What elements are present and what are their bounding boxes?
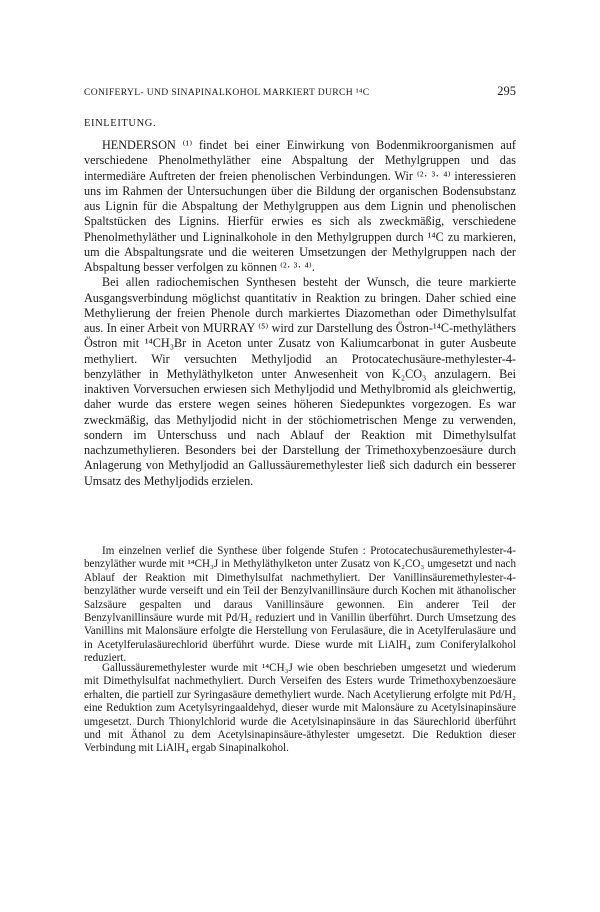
paragraph-synthesis-steps: Im einzelnen verlief die Synthese über folgende Stufen : Protocatechusäuremethylester-4-benzyläther wurde mit ¹⁴CH₃J in Methyläthylketon unter Zusatz von K₂CO₃ umgesetzt und nach Ablauf der Reaktion mit Dimethylsulfat nachmethyliert. Der Vanillinsäuremethylester-4-benzyläther wurde verseift und ein Teil der Benzylvanillinsäure durch Kochen mit äthanolischer Salzsäure gespalten und daraus Vanillinsäure gewonnen. Ein anderer Teil der Benzylvanillinsäure wurde mit Pd/H₂ reduziert und in Vanillin überführt. Durch Umsetzung des Vanillins mit Malonsäure erfolgte die Herstellung von Ferulasäure, die in Acetylferulasäure und in Acetylferulasäurechlorid überführt wurde. Diese wurde mit LiAlH₄ zum Coniferylalkohol reduziert. (84, 545, 516, 665)
body-text-large (84, 138, 516, 489)
paragraph-radiochemical-synthesis: Bei allen radiochemischen Synthesen besteht der Wunsch, die teure markierte Ausgangsverbindung möglichst quantitativ in Reaktion zu bringen. Daher schied eine Methylierung der freien Phenole durch markiertes Diazomethan oder Dimethylsulfat aus. In einer Arbeit von MURRAY ⁽⁵⁾ wird zur Darstellung des Östron-¹⁴C-methyläthers Östron mit ¹⁴CH₃Br in Aceton unter Zusatz von Kaliumcarbonat in guter Ausbeute methyliert. Wir versuchten Methyljodid an Protocatechusäure-methylester-4-benzyläther in Methyläthylketon unter Anwesenheit von K₂CO₃ anzulagern. Bei inaktiven Vorversuchen erwiesen sich Methyljodid und Methylbromid als gleichwertig, daher wurde das erstere wegen seines höheren Siedepunktes vorgezogen. Es war zweckmäßig, das Methyljodid nicht in der stöchiometrischen Menge zu verwenden, sondern im Unterschuss und nach Ablauf der Reaktion mit Dimethylsulfat nachzumethylieren. Besonders bei der Darstellung der Trimethoxybenzoesäure durch Anlagerung von Methyljodid an Gallussäuremethylester ließ sich dadurch ein besserer Umsatz des Methyljodids erzielen. (84, 275, 516, 488)
body-text-synthesis-steps (84, 545, 516, 666)
page-number: 295 (497, 84, 516, 98)
section-heading: EINLEITUNG. (84, 118, 157, 129)
body-text-sinapinalkohol (84, 662, 516, 756)
running-head (84, 84, 516, 99)
running-title: CONIFERYL- UND SINAPINALKOHOL MARKIERT DURCH ¹⁴C (84, 87, 370, 98)
paragraph-sinapinalkohol: Gallussäuremethylester wurde mit ¹⁴CH₃J wie oben beschrieben umgesetzt und wiederum mit Dimethylsulfat nachmethyliert. Durch Verseifen des Esters wurde Trimethoxybenzoesäure erhalten, die partiell zur Syringasäure demethyliert wurde. Nach Acetylierung erfolgte mit Pd/H₂ eine Reduktion zum Acetylsyringaaldehyd, dieser wurde mit Malonsäure zu Acetylsinapinsäure umgesetzt. Durch Thionylchlorid wurde die Acetylsinapinsäure in das Säurechlorid überführt und mit Äthanol zu dem Acetylsinapinsäure-äthylester umgesetzt. Die Reduktion dieser Verbindung mit LiAlH₄ ergab Sinapinalkohol. (84, 662, 516, 755)
paragraph-henderson: HENDERSON ⁽¹⁾ findet bei einer Einwirkung von Bodenmikroorganismen auf verschiedene Phenolmethyläther eine Abspaltung der Methylgruppen und das intermediäre Auftreten der freien phenolischen Verbindungen. Wir ⁽²· ³· ⁴⁾ interessieren uns im Rahmen der Untersuchungen über die Bildung der organischen Bodensubstanz aus Lignin für die Abspaltung der Methylgruppen aus dem Lignin und phenolischen Spaltstücken des Lignins. Hierfür erwies es sich als zweckmäßig, verschiedene Phenolmethyläther und Ligninalkohole in den Methylgruppen durch ¹⁴C zu markieren, um die Abspaltungsrate und die weiteren Umsetzungen der Methylgruppen nach der Abspaltung besser verfolgen zu können ⁽²· ³· ⁴⁾. (84, 138, 516, 274)
